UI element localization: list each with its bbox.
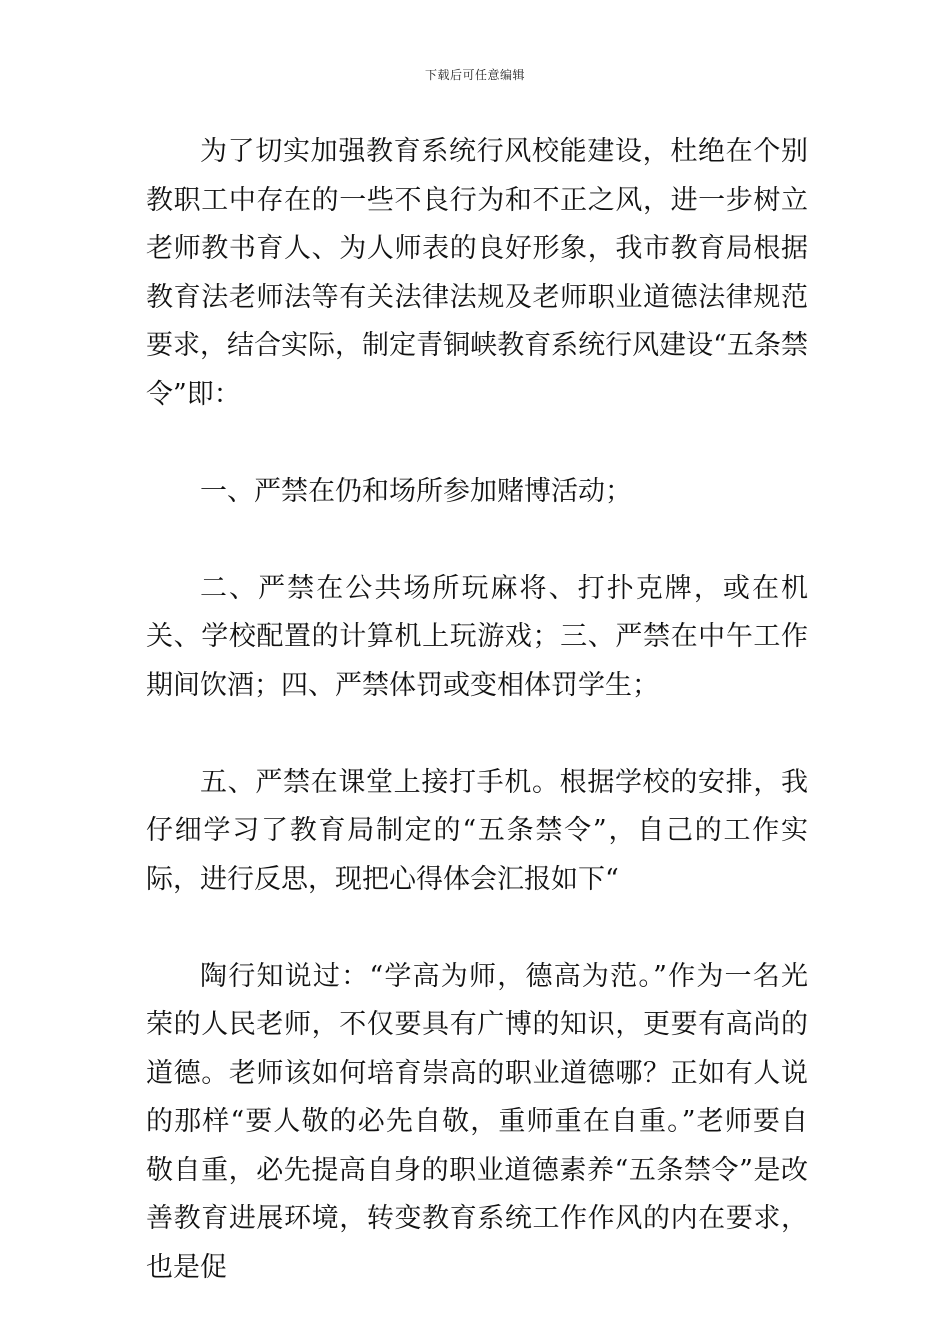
document-body	[146, 128, 808, 1292]
paragraph-tao-xingzhi: 陶行知说过：“学高为师，德高为范。”作为一名光荣的人民老师，不仅要具有广博的知识，更要有高尚的道德。老师该如何培育崇高的职业道德哪？正如有人说的那样“要人敬的必先自敬，重师重在自重。”老师要自敬自重，必先提高自身的职业道德素养“五条禁令”是改善教育进展环境，转变教育系统工作作风的内在要求，也是促	[146, 960, 808, 1283]
paragraph-rule-5-reflection: 五、严禁在课堂上接打手机。根据学校的安排，我仔细学习了教育局制定的“五条禁令”，自己的工作实际，进行反思，现把心得体会汇报如下“	[146, 766, 808, 895]
paragraph-intro: 为了切实加强教育系统行风校能建设，杜绝在个别教职工中存在的一些不良行为和不正之风，进一步树立老师教书育人、为人师表的良好形象，我市教育局根据教育法老师法等有关法律法规及老师职业道德法律规范要求，结合实际，制定青铜峡教育系统行风建设“五条禁令”即：	[146, 136, 808, 410]
paragraph-rules-2-4: 二、严禁在公共场所玩麻将、打扑克牌，或在机关、学校配置的计算机上玩游戏；三、严禁在中午工作期间饮酒；四、严禁体罚或变相体罚学生；	[146, 572, 808, 701]
paragraph-rule-1: 一、严禁在仍和场所参加赌博活动；	[200, 475, 632, 507]
header-note: 下载后可任意编辑	[424, 68, 525, 82]
